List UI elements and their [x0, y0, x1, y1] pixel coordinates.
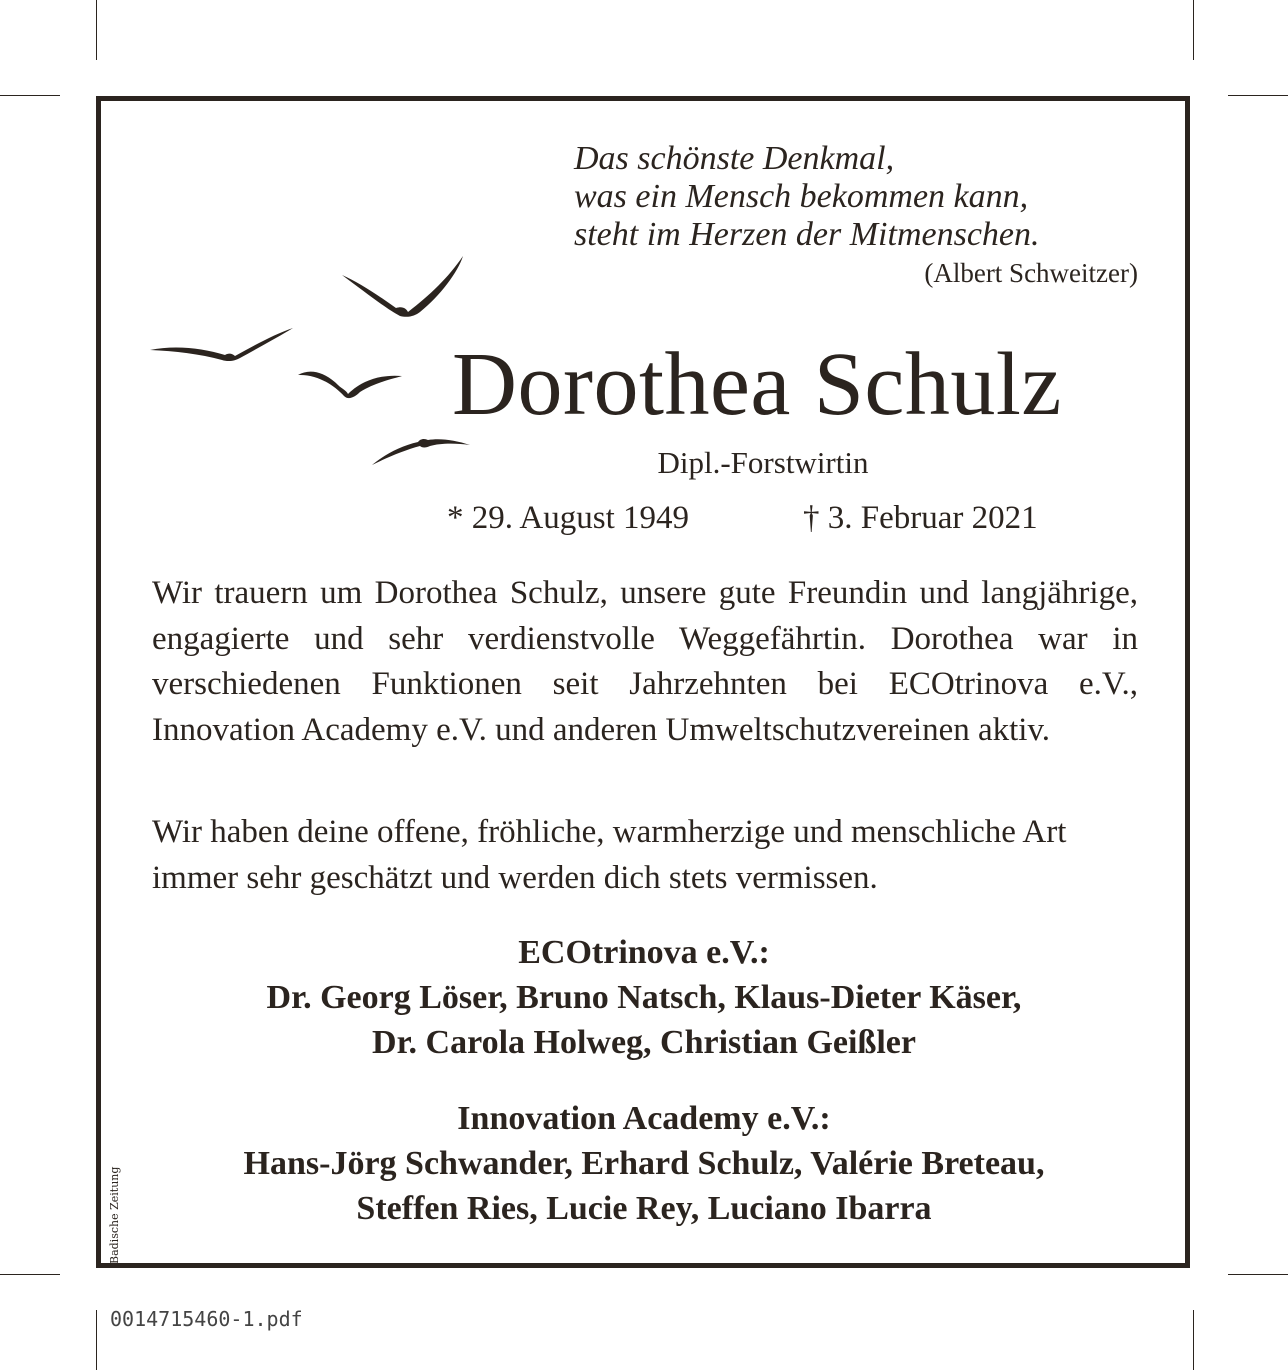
crop-mark [0, 1274, 60, 1275]
quote-text: Das schönste Denkmal, was ein Mensch bekommen kann, steht im Herzen der Mitmenschen. [574, 140, 1040, 253]
tribute-paragraph: Wir haben deine offene, fröhliche, warmherzige und menschliche Art immer sehr geschätzt und werden dich stets vermissen. [152, 814, 1067, 896]
deceased-name: Dorothea Schulz [452, 335, 1062, 434]
signature-names: Dr. Georg Löser, Bruno Natsch, Klaus-Dieter Käser, [266, 979, 1022, 1016]
crop-mark [1193, 1310, 1194, 1370]
signature-names: Dr. Carola Holweg, Christian Geißler [372, 1024, 916, 1061]
signature-org: ECOtrinova e.V.: [518, 934, 770, 971]
signature-block-ecotrinova [120, 930, 1168, 1065]
crop-mark [1193, 0, 1194, 60]
signature-names: Steffen Ries, Lucie Rey, Luciano Ibarra [356, 1190, 932, 1227]
tribute-paragraph: Wir trauern um Dorothea Schulz, unsere gute Freundin und langjährige, engagierte und sehr verdienstvolle Weggefährtin. Dorothea war in verschiedenen Funktionen seit Jahrzehnten bei ECOtrinova e.V., Innovation Academy e.V. und anderen Umweltschutzvereinen aktiv. [152, 575, 1138, 748]
death-date: † 3. Februar 2021 [803, 500, 1038, 536]
birth-date: * 29. August 1949 [447, 500, 690, 536]
signature-names: Hans-Jörg Schwander, Erhard Schulz, Valérie Breteau, [243, 1145, 1045, 1182]
file-name: 0014715460-1.pdf [110, 1307, 303, 1331]
publisher-credit: Badische Zeitung [108, 1166, 121, 1264]
quote-author: (Albert Schweitzer) [924, 258, 1138, 288]
signature-block-innovation-academy [120, 1096, 1168, 1231]
deceased-title: Dipl.-Forstwirtin [657, 445, 869, 480]
crop-mark [1228, 1274, 1288, 1275]
crop-mark [96, 1310, 97, 1370]
signature-org: Innovation Academy e.V.: [457, 1100, 831, 1137]
crop-mark [1228, 95, 1288, 96]
crop-mark [0, 95, 60, 96]
crop-mark [96, 0, 97, 60]
